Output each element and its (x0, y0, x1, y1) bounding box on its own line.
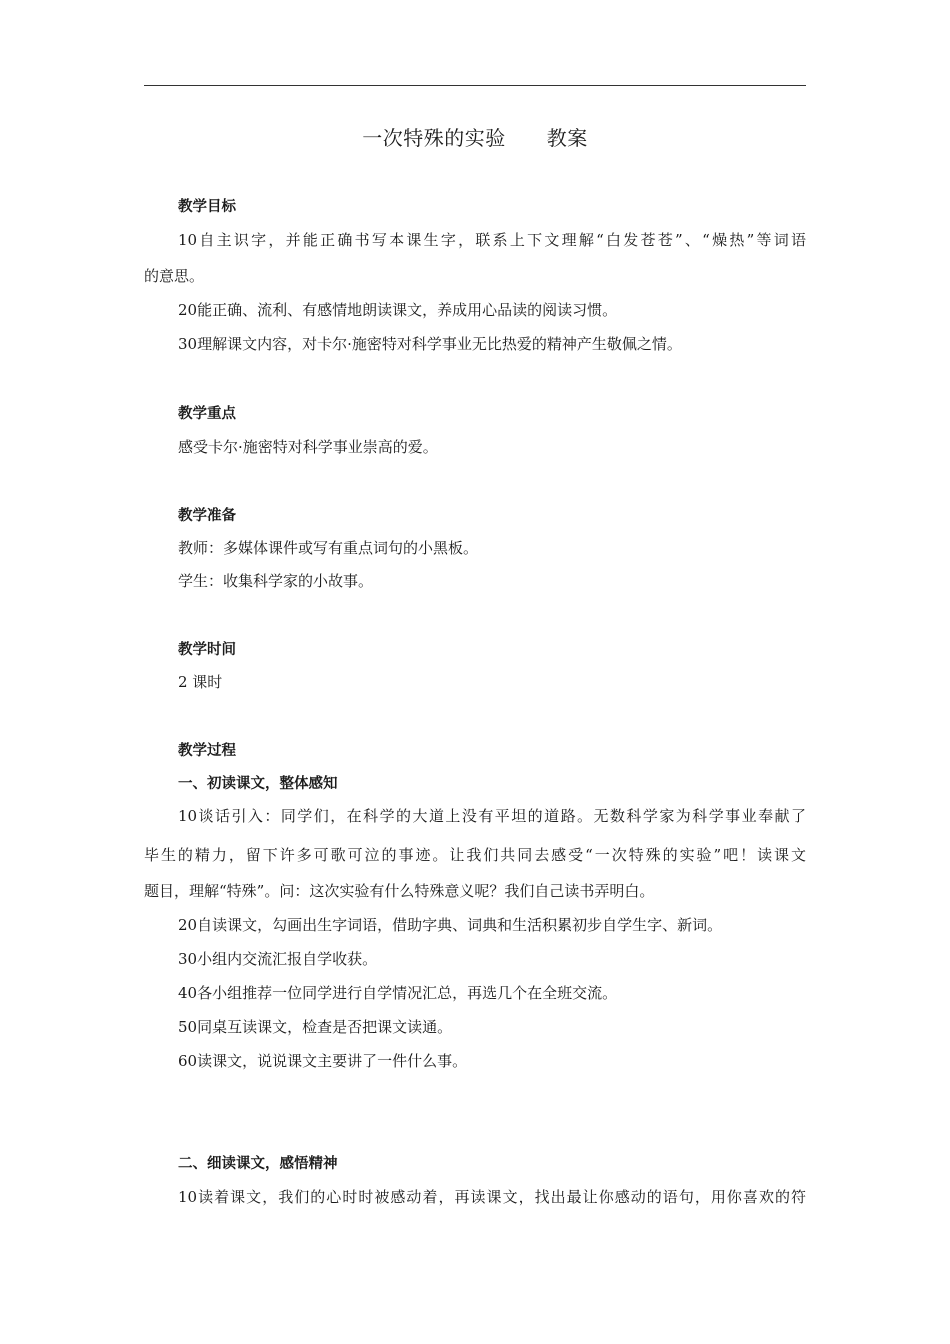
process-part-1-item-6: 60读课文，说说课文主要讲了一件什么事。 (178, 1052, 468, 1070)
goal-item-1-line-1: 10自主识字，并能正确书写本课生字，联系上下文理解“白发苍苍”、“燥热”等词语 (178, 231, 806, 249)
process-part-2-item-1-line-1: 10读着课文，我们的心时时被感动着，再读课文，找出最让你感动的语句，用你喜欢的符 (178, 1188, 806, 1206)
process-part-1-heading: 一、初读课文，整体感知 (178, 776, 338, 792)
process-part-1-item-1-line-3: 题目，理解“特殊”。问：这次实验有什么特殊意义呢？我们自己读书弄明白。 (144, 882, 655, 900)
process-part-1-item-2: 20自读课文，勾画出生字词语，借助字典、词典和生活积累初步自学生字、新词。 (178, 916, 723, 934)
process-part-1-item-3: 30小组内交流汇报自学收获。 (178, 950, 378, 968)
section-heading-process: 教学过程 (178, 743, 236, 759)
goal-item-3: 30理解课文内容，对卡尔·施密特对科学事业无比热爱的精神产生敬佩之情。 (178, 335, 682, 353)
header-rule (144, 85, 806, 86)
process-part-1-item-4: 40各小组推荐一位同学进行自学情况汇总，再选几个在全班交流。 (178, 984, 618, 1002)
goal-item-2: 20能正确、流利、有感情地朗读课文，养成用心品读的阅读习惯。 (178, 301, 618, 319)
preparation-student: 学生：收集科学家的小故事。 (178, 572, 374, 590)
time-text: 2 课时 (178, 673, 223, 691)
section-heading-preparation: 教学准备 (178, 508, 236, 524)
process-part-1-item-5: 50同桌互读课文，检查是否把课文读通。 (178, 1018, 453, 1036)
preparation-teacher: 教师：多媒体课件或写有重点词句的小黑板。 (178, 539, 479, 557)
section-heading-time: 教学时间 (178, 642, 236, 658)
key-points-text: 感受卡尔·施密特对科学事业崇高的爱。 (178, 438, 438, 456)
section-heading-goals: 教学目标 (178, 199, 236, 215)
page-title: 一次特殊的实验 教案 (362, 126, 588, 150)
section-heading-key-points: 教学重点 (178, 406, 236, 422)
goal-item-1-line-2: 的意思。 (144, 267, 205, 285)
process-part-1-item-1-line-1: 10谈话引入：同学们，在科学的大道上没有平坦的道路。无数科学家为科学事业奉献了 (178, 807, 806, 825)
process-part-1-item-1-line-2: 毕生的精力，留下许多可歌可泣的事迹。让我们共同去感受“一次特殊的实验”吧！读课文 (144, 846, 806, 864)
process-part-2-heading: 二、细读课文，感悟精神 (178, 1156, 338, 1172)
